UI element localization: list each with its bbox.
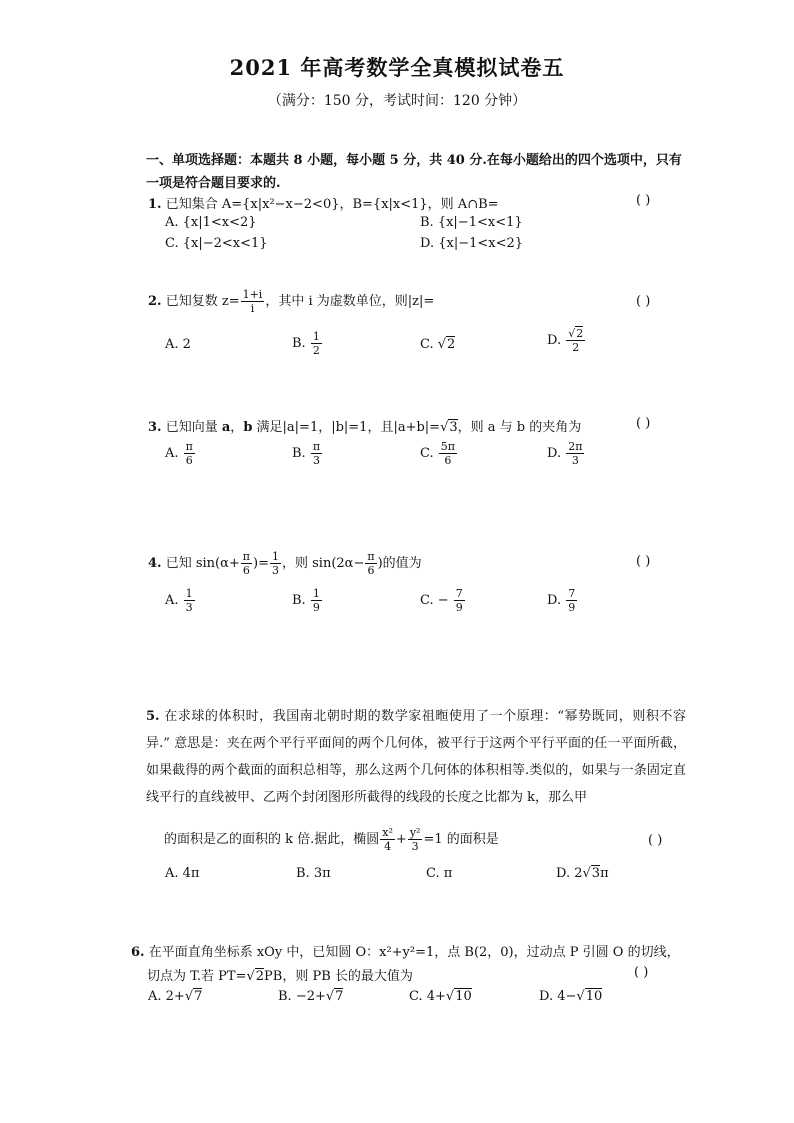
fraction-denominator: 2 <box>312 344 320 357</box>
question-text: 在平面直角坐标系 xOy 中，已知圆 O：x²+y²=1，点 B(2，0)，过动点 P 引圆 O 的切线， <box>148 945 680 960</box>
fraction-denominator: 6 <box>185 454 193 467</box>
option-a[interactable]: A. 4π <box>165 866 200 881</box>
option-label: A. <box>165 446 179 461</box>
question-1-stem <box>148 193 499 212</box>
question-3-stem: 3. 已知向量 a，b 满足|a|=1，|b|=1，且|a+b|=√3，则 a 与 b 的夹角为 <box>148 420 582 435</box>
fraction-denominator: 3 <box>571 454 579 467</box>
exam-info: （满分：150 分，考试时间：120 分钟） <box>267 93 527 109</box>
question-text: 已知复数 z= <box>165 294 240 309</box>
fraction <box>311 330 322 357</box>
fraction-denominator: 3 <box>272 564 279 577</box>
option-c[interactable]: C. {x|−2<x<1} <box>165 236 268 251</box>
fraction <box>566 440 584 467</box>
fraction <box>408 826 423 853</box>
plus-sign: + <box>395 832 407 847</box>
fraction <box>241 288 265 315</box>
question-5-stem <box>146 703 686 811</box>
radicand: 3 <box>449 420 458 435</box>
fraction-denominator: 4 <box>384 840 392 853</box>
question-number: 2. <box>148 294 162 309</box>
option-d[interactable]: D. 2√3π <box>556 866 609 881</box>
option-label: C. <box>420 337 434 352</box>
fraction-numerator: π <box>185 440 193 453</box>
fraction-numerator: 1 <box>272 550 279 563</box>
option-d[interactable]: D. 4−√10 <box>539 989 603 1004</box>
fraction-numerator: π <box>312 440 321 453</box>
vector-b: b <box>243 420 253 435</box>
page-title: 2021 年高考数学全真模拟试卷五 <box>229 55 565 80</box>
fraction-numerator: y² <box>409 826 421 839</box>
fraction-numerator: 7 <box>568 587 576 600</box>
question-text: PB，则 PB 长的最大值为 <box>264 969 413 984</box>
fraction-numerator: 1+i <box>242 288 263 301</box>
question-text: 满足|a|=1，|b|=1，且|a+b|= <box>252 420 441 435</box>
question-number: 3. <box>148 420 162 435</box>
section-heading: 一、单项选择题：本题共 8 小题，每小题 5 分，共 40 分.在每小题给出的四个选项中，只有一项是符合题目要求的. <box>146 153 682 191</box>
option-d[interactable] <box>547 587 578 614</box>
question-number: 4. <box>148 556 162 571</box>
fraction-denominator: 3 <box>312 454 320 467</box>
option-label: D. <box>547 333 562 348</box>
question-text: 的面积是乙的面积的 k 倍.据此，椭圆 <box>164 832 380 847</box>
fraction <box>380 826 395 853</box>
fraction-numerator: x² <box>382 826 393 839</box>
question-text: ， <box>230 420 244 435</box>
question-text: 已知 sin(α+ <box>165 556 240 571</box>
option-label: B. −2+ <box>278 989 326 1004</box>
question-text: ，其中 i 为虚数单位，则|z|= <box>265 294 435 309</box>
option-d[interactable]: D. {x|−1<x<2} <box>420 236 524 251</box>
answer-blank[interactable]: ( ) <box>636 294 651 309</box>
option-a[interactable] <box>165 587 196 614</box>
fraction-denominator: 3 <box>411 840 419 853</box>
question-4-stem <box>148 550 422 577</box>
question-text: )= <box>253 556 269 571</box>
answer-blank[interactable]: ( ) <box>636 416 651 431</box>
fraction-denominator: 6 <box>367 564 375 577</box>
fraction-denominator: 6 <box>242 564 250 577</box>
fraction <box>184 440 195 467</box>
radicand: 7 <box>335 989 344 1004</box>
fraction-denominator: i <box>250 302 255 315</box>
fraction <box>365 550 376 577</box>
option-a[interactable]: A. 2 <box>165 337 191 352</box>
option-c[interactable]: C. π <box>426 866 453 881</box>
fraction-numerator: π <box>242 550 251 563</box>
question-text: ，则 a 与 b 的夹角为 <box>457 420 582 435</box>
option-label: A. <box>165 593 179 608</box>
fraction-denominator: 2 <box>572 341 580 354</box>
question-text: ，则 sin(2α− <box>282 556 365 571</box>
option-b[interactable]: B. 3π <box>296 866 331 881</box>
option-b[interactable] <box>292 587 323 614</box>
option-a[interactable] <box>165 440 196 467</box>
option-c[interactable] <box>420 587 466 614</box>
fraction <box>439 440 457 467</box>
option-b[interactable]: B. {x|−1<x<1} <box>420 215 523 230</box>
radicand: 10 <box>455 989 472 1004</box>
option-label: D. 2 <box>556 866 583 881</box>
fraction <box>566 587 577 614</box>
option-a[interactable]: A. {x|1<x<2} <box>165 215 257 230</box>
question-text: 在求球的体积时，我国南北朝时期的数学家祖暅使用了一个原理：“幂势既同，则积不容异.” 意思是：夹在两个平行平面间的两个几何体，被平行于这两个平行平面的任一平面所截，如果截得的两个截面的面积总相等，那么这两个几何体的体积相等.类似的，如果与一条固定直线平行的直线被甲、乙两个封闭图形所截得的线段的长度之比都为 k，那么甲 <box>146 709 686 805</box>
radicand: 3 <box>591 866 601 881</box>
question-text: =1 的面积是 <box>423 832 499 847</box>
option-d[interactable] <box>547 327 586 354</box>
question-5-continuation <box>164 826 499 853</box>
option-label: D. 4− <box>539 989 577 1004</box>
question-text: 切点为 T.若 PT= <box>147 969 247 984</box>
option-d[interactable] <box>547 440 585 467</box>
question-number: 1. <box>148 197 162 212</box>
radicand: 10 <box>585 989 603 1004</box>
option-label: B. <box>292 593 306 608</box>
fraction <box>241 550 252 577</box>
option-label: C. − <box>420 593 449 608</box>
fraction-denominator: 9 <box>455 601 463 614</box>
answer-blank[interactable]: ( ) <box>634 965 649 980</box>
question-number: 5. <box>146 709 160 724</box>
option-label: D. <box>547 446 562 461</box>
question-number: 6. <box>131 945 145 960</box>
fraction-numerator: √2 <box>568 327 584 340</box>
fraction-denominator: 3 <box>185 601 193 614</box>
question-text: 已知集合 A={x|x²−x−2<0}，B={x|x<1}，则 A∩B= <box>165 197 499 212</box>
question-6-continuation: 切点为 T.若 PT=√2PB，则 PB 长的最大值为 <box>147 969 413 984</box>
fraction <box>311 587 322 614</box>
fraction-numerator: π <box>367 550 375 563</box>
fraction-numerator: 2π <box>568 440 583 453</box>
option-c[interactable]: C. √2 <box>420 337 456 352</box>
option-b[interactable]: B. −2+√7 <box>278 989 344 1004</box>
fraction-denominator: 9 <box>568 601 576 614</box>
answer-blank[interactable]: ( ) <box>636 193 651 208</box>
answer-blank[interactable]: ( ) <box>648 833 663 848</box>
question-6-stem <box>131 941 680 960</box>
fraction <box>311 440 322 467</box>
option-b[interactable] <box>292 440 323 467</box>
fraction-numerator: 1 <box>312 330 320 343</box>
answer-blank[interactable]: ( ) <box>636 554 651 569</box>
radicand: 2 <box>576 327 584 340</box>
option-label: B. <box>292 446 306 461</box>
fraction <box>454 587 465 614</box>
option-c[interactable]: C. 4+√10 <box>409 989 472 1004</box>
vector-a: a <box>221 420 231 435</box>
option-c[interactable] <box>420 440 458 467</box>
fraction-denominator: 9 <box>312 601 320 614</box>
option-a[interactable]: A. 2+√7 <box>148 989 203 1004</box>
question-text: )的值为 <box>377 556 422 571</box>
option-label: π <box>600 866 609 881</box>
fraction-numerator: 1 <box>312 587 320 600</box>
question-2-stem <box>148 288 434 315</box>
option-label: B. <box>292 336 306 351</box>
option-label: D. <box>547 593 562 608</box>
fraction-denominator: 6 <box>444 454 452 467</box>
option-label: C. 4+ <box>409 989 446 1004</box>
fraction <box>184 587 195 614</box>
fraction-numerator: 7 <box>455 587 463 600</box>
fraction-numerator: 5π <box>440 440 455 453</box>
radicand: 2 <box>255 969 265 984</box>
option-label: C. <box>420 446 434 461</box>
fraction-numerator: 1 <box>185 587 193 600</box>
fraction <box>270 550 281 577</box>
radicand: 2 <box>447 337 456 352</box>
question-text: 已知向量 <box>165 420 222 435</box>
option-b[interactable] <box>292 330 323 357</box>
fraction <box>566 327 585 354</box>
radicand: 7 <box>194 989 203 1004</box>
option-label: A. 2+ <box>148 989 185 1004</box>
